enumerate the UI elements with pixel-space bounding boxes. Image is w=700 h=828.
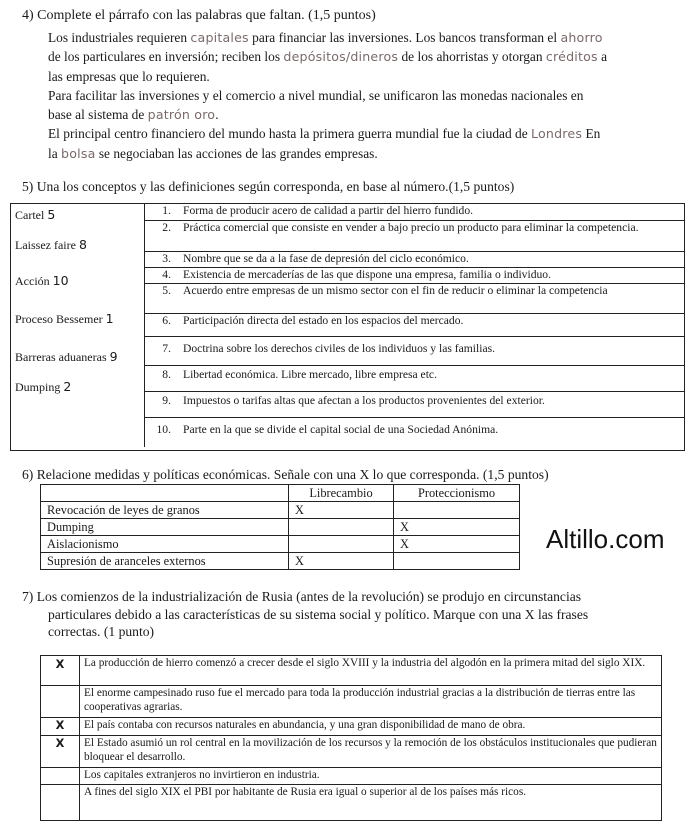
q4-text: de los ahorristas y otorgan: [398, 49, 546, 65]
concept-answer: 2: [63, 379, 72, 394]
q7-title-line: correctas. (1 punto): [48, 624, 155, 639]
q7-mark-cell[interactable]: X: [41, 736, 80, 768]
answer-capitales: capitales: [190, 30, 249, 45]
definition-number: 7.: [162, 341, 171, 355]
q7-mark-cell[interactable]: X: [41, 656, 80, 686]
q7-row: [41, 656, 662, 686]
q7-mark-cell[interactable]: X: [41, 718, 80, 736]
q4-text: base al sistema de: [48, 107, 148, 123]
q7-statement: A fines del siglo XIX el PBI por habitante de Rusia era igual o superior al de los países más ricos.: [80, 785, 662, 821]
q7-title-line: particulares debido a las características de su sistema social y político. Marque con una X las frases: [48, 606, 589, 622]
q6-header-empty: [41, 485, 289, 502]
q6-header-row: [41, 485, 520, 502]
concept-answer: 1: [105, 311, 114, 326]
definition-number: 4.: [162, 267, 171, 281]
q6-row-label: Revocación de leyes de granos: [41, 502, 289, 519]
q6-row-label: Supresión de aranceles externos: [41, 553, 289, 570]
q6-row-label: Aislacionismo: [41, 536, 289, 553]
q6-libre-cell[interactable]: [289, 519, 394, 536]
q7-row: [41, 718, 662, 736]
q4-line: [48, 105, 672, 124]
concept-label: Proceso Bessemer: [15, 312, 103, 326]
q4-line: [48, 144, 672, 163]
q7-title-line: 7) Los comienzos de la industrialización de Rusia (antes de la revolución) se produjo en circunstancias: [22, 589, 582, 604]
concept-label: Laissez faire: [15, 238, 76, 252]
watermark: Altillo.com: [546, 524, 665, 554]
q7-statement: La producción de hierro comenzó a crecer desde el siglo XVIII y la industria del algodón en la primera mitad del siglo XIX.: [80, 656, 662, 686]
q4-text: .: [215, 107, 219, 123]
q6-libre-cell[interactable]: X: [289, 553, 394, 570]
concept-item: [15, 349, 118, 365]
q5-matching-table: [10, 203, 685, 451]
definition-text: Libertad económica. Libre mercado, libre empresa etc.: [183, 367, 437, 381]
definition-number: 8.: [162, 367, 171, 381]
definition-number: 2.: [162, 220, 171, 234]
q4-line: [48, 47, 672, 66]
q6-row: [41, 536, 520, 553]
q7-row: [41, 768, 662, 785]
concept-item: [15, 237, 87, 253]
definition-text: Parte en la que se divide el capital social de una Sociedad Anónima.: [183, 422, 499, 436]
concept-answer: 10: [52, 273, 69, 288]
definition-number: 1.: [162, 204, 171, 217]
q7-row: [41, 736, 662, 768]
definition-row: [145, 251, 685, 267]
q7-mark-cell[interactable]: [41, 686, 80, 718]
definition-text: Acuerdo entre empresas de un mismo sector con el fin de reducir o eliminar la competencia: [183, 283, 608, 297]
definition-row: [145, 267, 685, 283]
q6-prot-cell[interactable]: [394, 553, 520, 570]
definition-text: Práctica comercial que consiste en vender a bajo precio un producto para eliminar la competencia.: [183, 220, 639, 234]
q4-title: 4) Complete el párrafo con las palabras que faltan. (1,5 puntos): [22, 8, 376, 23]
q6-header-proteccionismo: Proteccionismo: [394, 485, 520, 502]
q4-text: a: [597, 49, 608, 65]
concept-item: [15, 311, 114, 327]
q5-definitions: [144, 204, 684, 447]
q4-text: para financiar las inversiones. Los bancos transforman el: [248, 30, 561, 45]
definition-number: 5.: [162, 283, 171, 297]
definition-row: [145, 417, 685, 447]
q6-prot-cell[interactable]: X: [394, 519, 520, 536]
q6-row: [41, 502, 520, 519]
q4-text: Los industriales requieren: [48, 30, 191, 45]
definition-row: [145, 220, 685, 251]
q6-prot-cell[interactable]: [394, 502, 520, 519]
q6-prot-cell[interactable]: X: [394, 536, 520, 553]
q4-paragraph: [48, 28, 672, 163]
concept-answer: 5: [47, 207, 56, 222]
concept-answer: 8: [78, 237, 87, 252]
definition-number: 3.: [162, 251, 171, 265]
definition-row: [145, 391, 685, 417]
q6-row: [41, 519, 520, 536]
concept-item: [15, 273, 69, 289]
q4-text: El principal centro financiero del mundo hasta la primera guerra mundial fue la ciudad de: [48, 126, 531, 142]
definition-row: [145, 313, 685, 336]
q7-statement: El país contaba con recursos naturales en abundancia, y una gran disponibilidad de mano de obra.: [80, 718, 662, 736]
answer-londres: Londres: [531, 126, 583, 142]
definition-text: Participación directa del estado en los espacios del mercado.: [183, 313, 464, 327]
q6-libre-cell[interactable]: [289, 536, 394, 553]
q7-mark-cell[interactable]: [41, 768, 80, 785]
concept-answer: 9: [109, 349, 118, 364]
concept-item: [15, 379, 71, 395]
definition-number: 9.: [162, 393, 171, 407]
definition-text: Nombre que se da a la fase de depresión del ciclo económico.: [183, 251, 469, 265]
q4-text: se negociaban las acciones de las grandes empresas.: [95, 145, 378, 161]
definition-text: Doctrina sobre los derechos civiles de los individuos y las familias.: [183, 341, 496, 355]
definition-number: 6.: [162, 313, 171, 327]
q4-line: [48, 28, 672, 47]
answer-patron-oro: patrón oro: [147, 107, 216, 123]
q6-header-librecambio: Librecambio: [289, 485, 394, 502]
q7-row: [41, 686, 662, 718]
q7-table: [40, 655, 662, 821]
definition-number: 10.: [156, 422, 171, 436]
q4-line: [48, 124, 672, 143]
q4-text: la: [48, 145, 62, 161]
concept-label: Dumping: [15, 380, 61, 394]
q6-libre-cell[interactable]: X: [289, 502, 394, 519]
concept-label: Barreras aduaneras: [15, 350, 107, 364]
answer-ahorro: ahorro: [560, 30, 603, 45]
q6-table: [40, 484, 520, 570]
concept-label: Cartel: [15, 208, 45, 222]
answer-creditos: créditos: [545, 49, 598, 65]
q6-title: 6) Relacione medidas y políticas económicas. Señale con una X lo que corresponda. (1,5 puntos): [22, 467, 549, 482]
answer-bolsa: bolsa: [61, 145, 96, 161]
q4-line: las empresas que lo requieren.: [48, 68, 210, 84]
definition-text: Existencia de mercaderías de las que dispone una empresa, familia o individuo.: [183, 267, 551, 281]
q6-row-label: Dumping: [41, 519, 289, 536]
q7-title: [22, 588, 682, 641]
q7-statement: El Estado asumió un rol central en la movilización de los recursos y la remoción de los obstáculos institucionales que pudieran bloquear el desarrollo.: [80, 736, 662, 768]
q6-row: [41, 553, 520, 570]
q4-line: Para facilitar las inversiones y el comercio a nivel mundial, se unificaron las monedas nacionales en: [48, 87, 584, 103]
q7-statement: El enorme campesinado ruso fue el mercado para toda la producción industrial gracias a la distribución de tierras entre las cooperativas agrarias.: [80, 686, 662, 718]
definition-text: Impuestos o tarifas altas que afectan a los productos provenientes del exterior.: [183, 393, 545, 407]
definition-row: [145, 204, 685, 220]
q7-mark-cell[interactable]: [41, 785, 80, 821]
answer-depositos: depósitos/dineros: [283, 49, 399, 65]
q7-row: [41, 785, 662, 821]
definition-row: [145, 365, 685, 391]
q5-title: 5) Una los conceptos y las definiciones según corresponda, en base al número.(1,5 puntos): [22, 179, 515, 194]
definition-text: Forma de producir acero de calidad a partir del hierro fundido.: [183, 204, 474, 217]
q4-text: de los particulares en inversión; reciben los: [48, 49, 284, 65]
definition-row: [145, 336, 685, 365]
q7-statement: Los capitales extranjeros no invirtieron en industria.: [80, 768, 662, 785]
definition-row: [145, 283, 685, 313]
concept-item: [15, 207, 55, 223]
concept-label: Acción: [15, 274, 50, 288]
q4-text: En: [582, 126, 601, 142]
